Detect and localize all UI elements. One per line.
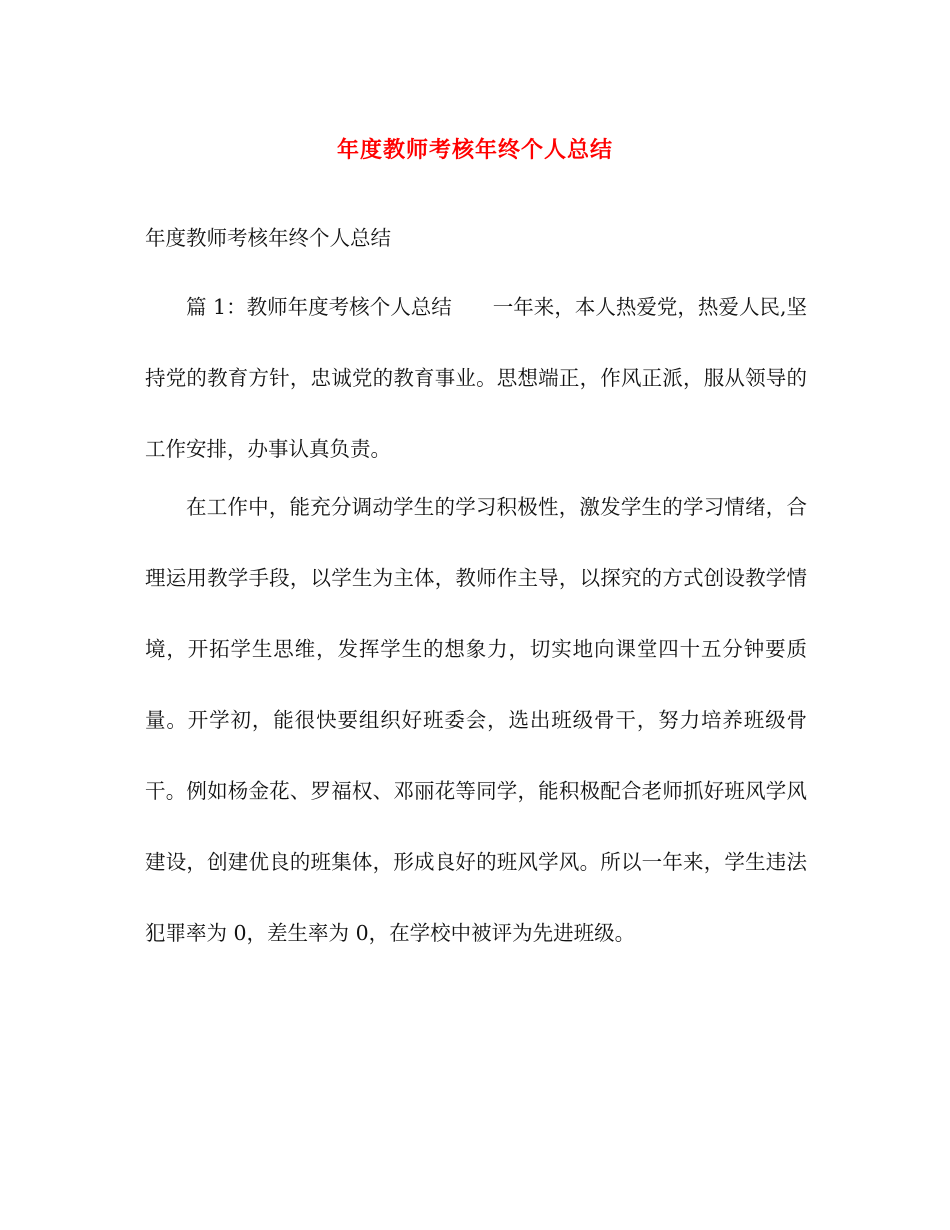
- document-title: 年度教师考核年终个人总结: [336, 137, 613, 163]
- document-subtitle: 年度教师考核年终个人总结: [145, 226, 391, 250]
- document-body: [145, 218, 807, 969]
- section-heading: 篇 1：教师年度考核个人总结: [186, 295, 452, 319]
- paragraph-1-text: 一年来，本人热爱党，热爱人民,坚持党的教育方针，忠诚党的教育事业。思想端正，作风正派，服从领导的工作安排，办事认真负责。: [145, 295, 808, 461]
- paragraph-2: 在工作中，能充分调动学生的学习积极性，激发学生的学习情绪，合理运用教学手段，以学生为主体，教师作主导，以探究的方式创设教学情境，开拓学生思维，发挥学生的想象力，切实地向课堂四十五分钟要质量。开学初，能很快要组织好班委会，选出班级骨干，努力培养班级骨干。例如杨金花、罗福权、邓丽花等同学，能积极配合老师抓好班风学风建设，创建优良的班集体，形成良好的班风学风。所以一年来，学生违法犯罪率为 0，差生率为 0，在学校中被评为先进班级。: [145, 495, 807, 945]
- paragraph-1: [145, 272, 807, 485]
